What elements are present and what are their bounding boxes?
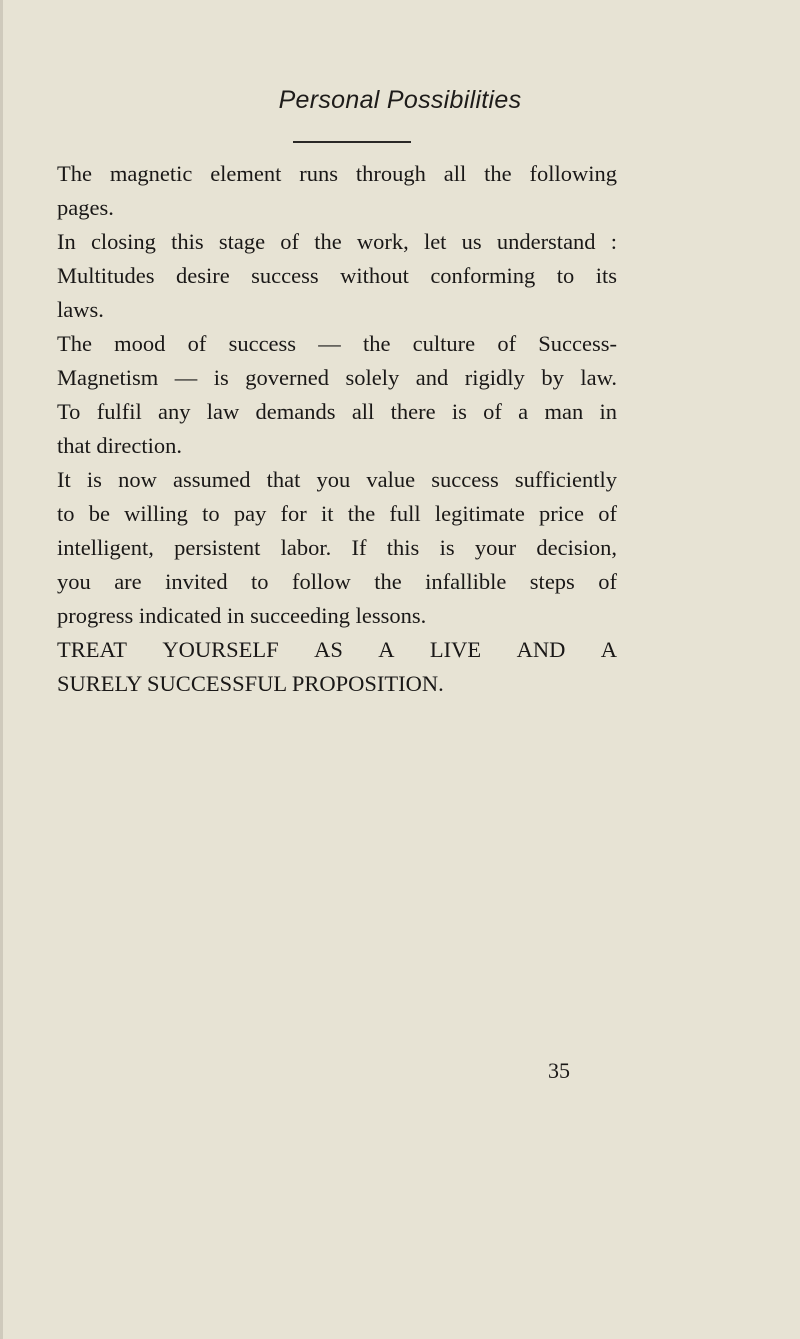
- text-line: The magnetic element runs through all the following: [57, 161, 617, 186]
- text-line: In closing this stage of the work, let us understand :: [57, 229, 617, 254]
- text-line: you are invited to follow the infallible steps of: [57, 569, 617, 594]
- head-rule: [293, 141, 411, 143]
- text-line: The mood of success — the culture of Success-: [57, 331, 617, 356]
- text-line: Magnetism — is governed solely and rigidly by law.: [57, 365, 617, 390]
- text-line: To fulfil any law demands all there is of a man in: [57, 399, 617, 424]
- running-head: Personal Possibilities: [278, 86, 522, 114]
- text-line: Multitudes desire success without conforming to its: [57, 263, 617, 288]
- text-line: pages.: [57, 195, 114, 220]
- text-line: progress indicated in succeeding lessons.: [57, 603, 427, 628]
- text-line: laws.: [57, 297, 104, 322]
- text-line: TREAT YOURSELF AS A LIVE AND A: [57, 637, 617, 662]
- text-line: SURELY SUCCESSFUL PROPOSITION.: [57, 671, 444, 696]
- page-edge-shadow: [0, 0, 3, 1339]
- body-text: [57, 157, 617, 701]
- text-line: It is now assumed that you value success sufficiently: [57, 467, 617, 492]
- text-line: that direction.: [57, 433, 182, 458]
- text-line: to be willing to pay for it the full legitimate price of: [57, 501, 617, 526]
- page-number: 35: [548, 1058, 570, 1083]
- text-line: intelligent, persistent labor. If this is your decision,: [57, 535, 617, 560]
